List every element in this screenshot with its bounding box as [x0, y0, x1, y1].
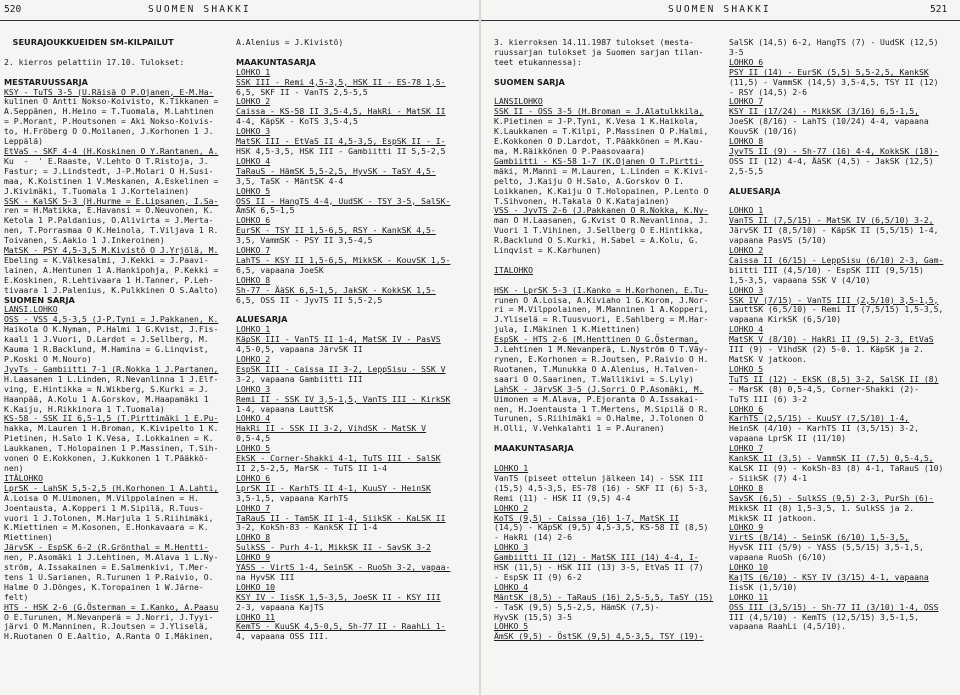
text-line: Ku - ' E.Raaste, V.Lehto O T.Ristoja, J. [4, 155, 209, 166]
text-line: ÄmSK 6,5-1,5 [236, 205, 295, 216]
text-line: 4,5-0,5, vapaana JärvSK II [236, 344, 363, 355]
left-header-rule [0, 20, 479, 21]
text-line: vuori 1 J.Tolonen, M.Harjula 1 S.Riihimäki, [4, 512, 214, 523]
text-line: K.Laukkanen = T.Kilpi, P.Massinen O P.Halmi, [494, 126, 709, 137]
text-line: ma, M.Räikkönen O P.Paasovaara) [494, 145, 646, 156]
subsection-heading: LOHKO 5 [729, 363, 764, 374]
match-line: EspSK - HTS 2-6 (M.Henttinen O G.Österman, [494, 334, 699, 345]
text-line: teet etukannessa): [494, 56, 582, 67]
subsection-heading: LOHKO 10 [729, 562, 768, 573]
text-line: ruussarjan tulokset ja Suomen sarjan tilan- [494, 46, 704, 57]
text-line: Vuori 1 T.Vihinen, J.Sellberg O E.Hintikka, [494, 225, 704, 236]
text-line: Ebeling = K.Välkesalmi, J.Kekki = J.Paavi- [4, 254, 209, 265]
match-line: Gambiitti - KS-58 1-7 (K.Ojanen O T.Pirtti- [494, 155, 704, 166]
match-line: LprSK - LahSK 5,5-2,5 (H.Korhonen 1 A.Lahti, [4, 482, 219, 493]
text-line: KouvSK (10/16) [729, 126, 798, 137]
text-line: jula, I.Mäkinen 1 K.Miettinen) [494, 324, 641, 335]
match-line: Remi II - SSK IV 3,5-1,5, VanTS III - KirkSK [236, 393, 451, 404]
match-line: EspSK III - Caissa II 3-2, LeppSisu - SSK V [236, 363, 446, 374]
subsection-heading: LOHKO 4 [236, 413, 271, 424]
text-line: H.Olli, V.Vehkalahti 1 = P.Auranen) [494, 423, 665, 434]
subsection-heading: LOHKO 6 [729, 56, 764, 67]
text-line: kulinen O Antti Nokso-Koivisto, K.Tikkanen = [4, 96, 219, 107]
match-line: MatSK III - EtVaS II 4,5-3,5, EspSK II - I- [236, 136, 446, 147]
text-column-4 [729, 38, 957, 688]
text-line: 3-2, vapaana Gambiitti III [236, 373, 363, 384]
text-line: Halme O J.Dönges, K.Toropainen 1 W.Järne- [4, 581, 204, 592]
subsection-heading: LOHKO 1 [729, 205, 764, 216]
subsection-heading: LOHKO 6 [236, 472, 271, 483]
right-header-rule [481, 20, 960, 21]
text-line: tivaara 1 J.Palenius, K.Pulkkinen O S.Aalto) [4, 284, 219, 295]
subsection-heading: LOHKO 6 [729, 403, 764, 414]
right-running-title: SUOMEN SHAKKI [668, 4, 771, 15]
text-line: II 2,5-2,5, MarSK - TuTS II 1-4 [236, 462, 388, 473]
match-line: Gambiitti II (12) - MatSK III (14) 4-4, I- [494, 552, 699, 563]
match-line: OSS III (3,5/15) - Sh-77 II (3/10) 1-4, OSS [729, 601, 939, 612]
subsection-heading: LOHKO 7 [729, 443, 764, 454]
text-line: (11,5) - VammSK (14,5) 3,5-4,5, TSY II (12) [729, 76, 939, 87]
subsection-heading: LOHKO 4 [494, 581, 529, 592]
subsection-heading: LOHKO 2 [729, 245, 764, 256]
match-line: HTS - HSK 2-6 (G.Österman = I.Kanko, A.Paasu [4, 601, 219, 612]
text-line: E.Koskinen, R.Lehtivaara 1 H.Tanner, P.Leh- [4, 274, 214, 285]
text-line: Joentausta, A.Kopperi 1 M.Sipilä, R.Tuus- [4, 502, 204, 513]
text-line: 3,5-1,5, vapaana KarhTS [236, 492, 349, 503]
text-line: nen) [4, 462, 24, 473]
subsection-heading: LOHKO 3 [729, 284, 764, 295]
text-line: A.Alenius = J.Kivistö) [236, 38, 344, 47]
match-line: KemTS - KuuSK 4,5-0,5, Sh-77 II - RaahLi 1- [236, 621, 446, 632]
match-line: SulkSS - Purh 4-1, MikkSK II - SavSK 3-2 [236, 542, 431, 553]
text-column-3 [494, 38, 722, 688]
match-line: JyvTS II (9) - Sh-77 (16) 4-4, KokkSK (18)- [729, 145, 939, 156]
text-line: J.Yliselä = R.Tuusvuori, E.Sahlberg = M.Har- [494, 314, 709, 325]
section-heading: SUOMEN SARJA [494, 76, 565, 87]
page-gutter [479, 0, 481, 695]
subsection-heading: LOHKO 1 [236, 324, 271, 335]
match-line: KoTS (9,5) - Caissa (16) 1-7, MatSK II [494, 512, 680, 523]
text-line: = P.Morant, P.Houtsonen = Aki Nokso-Koivis- [4, 116, 214, 127]
subsection-heading: LOHKO 3 [236, 383, 271, 394]
text-line: H.Ruotanen O E.Aaltio, A.Ranta O I.Mäkinen, [4, 631, 214, 642]
text-line: HSK 4,5-3,5, HSK III - Gambiitti II 5,5-2,5 [236, 145, 446, 156]
text-line: E.Kokkonen O D.Lardot, T.Pääkkönen = M.Kau- [494, 136, 704, 147]
match-line: LahTS - KSY II 1,5-6,5, MikkSK - KouvSK 1,5- [236, 254, 451, 265]
match-line: ÄmSK (9,5) - ÖstSK (9,5) 4,5-3,5, TSY (19)- [494, 631, 704, 642]
subsection-heading: LOHKO 4 [729, 324, 764, 335]
text-line: Laukkanen, T.Holopainen 1 P.Massinen, T.Sih- [4, 443, 219, 454]
subsection-heading: LOHKO 8 [729, 482, 764, 493]
text-line: HSK (11,5) - HSK III (13) 3-5, EtVaS II (7) [494, 562, 704, 573]
text-line: TuTS III (6) 3-2 [729, 393, 807, 404]
match-line: Sh-77 - ÄäSK 6,5-1,5, JakSK - KokkSK 1,5- [236, 284, 436, 295]
text-line: MikkSK II jatkoon. [729, 512, 817, 523]
text-line: rynen, E.Korhonen = R.Joutsen, P.Raivio O H. [494, 354, 709, 364]
text-line: R.Backlund O S.Kurki, H.Sabel = A.Kolu, G. [494, 235, 699, 246]
left-running-title: SUOMEN SHAKKI [148, 4, 251, 15]
match-line: EurSK - TSY II 1,5-6,5, RSY - KankSK 4,5- [236, 225, 436, 236]
match-line: TuTS II (12) - EkSK (8,5) 3-2, SalSK II (8) [729, 373, 939, 384]
match-line: YASS - VirtS 1-4, SeinSK - RuoSh 3-2, vapaa- [236, 562, 451, 573]
text-line: (15,5) 4,5-3,5, ES-78 (16) - SKF II (6) 5-3, [494, 482, 709, 493]
text-line: Ketola 1 P.Paldanius, O.Alivirta = J.Merta- [4, 215, 214, 226]
match-line: KSY II (17/24) - MikkSK (3/16) 6,5-1,5, [729, 106, 920, 117]
text-line: A.Seppänen, H.Heino = T.Tuomala, M.Lahtinen [4, 106, 214, 117]
section-heading: MAAKUNTASARJA [494, 443, 574, 454]
text-line: SalSK (14,5) 6-2, HangTS (7) - UudSK (12,5) [729, 38, 939, 47]
subsection-heading: LOHKO 4 [236, 155, 271, 166]
text-line: runen O A.Loisa, A.Kiviaho 1 G.Korom, J.Nor- [494, 294, 709, 305]
subsection-heading: LANSI.LOHKO [4, 304, 58, 315]
subsection-heading: LOHKO 9 [729, 522, 764, 533]
text-line: 2,5-5,5 [729, 165, 764, 176]
match-line: KSY - TuTS 3-5 (U.Räisä O P.Ojanen, E-M.Ha- [4, 86, 214, 97]
text-column-2 [236, 38, 472, 688]
subsection-heading: LOHKO 1 [494, 462, 529, 473]
subsection-heading: LOHKO 8 [236, 274, 271, 285]
subsection-heading: LOHKO 2 [236, 96, 271, 107]
match-line: MäntSK (8,5) - TaRauS (16) 2,5-5,5, TaSY (15) [494, 591, 714, 602]
text-line: Fastur; = J.Lindstedt, J-P.Molari O H.Susi- [4, 165, 214, 176]
match-line: TaRauS - HämSK 5,5-2,5, HyvSK - TaSY 4,5- [236, 165, 436, 176]
right-page-number: 521 [930, 4, 948, 15]
text-line: - RSY (14,5) 2-6 [729, 86, 807, 97]
text-line: järvi O M.Manninen, R.Joutsen = J.Yliselä, [4, 621, 209, 632]
match-line: MatSK V (8/10) - HakRi II (9,5) 2-3, EtVaS [729, 334, 934, 345]
text-line: nen, H.Joentausta 1 T.Mertens, M.Sipilä O R. [494, 403, 709, 414]
text-line: J.Kivimäki, T.Tuomala 1 J.Kortelainen) [4, 185, 190, 196]
match-line: Caissa - KS-58 II 3,5-4,5, HakRi - MatSK II [236, 106, 446, 117]
text-line: tens 1 U.Sarianen, R.Turunen 1 P.Raivio, O. [4, 571, 214, 582]
text-line: K.Miettinen = M.Kosonen, E.Honkavaara = K. [4, 522, 209, 533]
text-line: mäki, M.Manni = M.Lauren, L.Linden = K.Kivi- [494, 165, 709, 176]
left-page-number: 520 [4, 4, 22, 15]
text-line: 1,5-3,5, vapaana SSK V (4/10) [729, 274, 871, 285]
text-line: - MarSK (8) 0,5-4,5, Corner-Shakki (2)- [729, 383, 920, 394]
text-line: ri = M.Vilppolainen, M.Manninen 1 A.Kopperi, [494, 304, 709, 315]
text-line: Remi (11) - HSK II (9,5) 4-4 [494, 492, 631, 503]
text-column-1 [4, 38, 229, 688]
match-line: KS-58 - SSK II 6,5-1,5 (T.Pirttimäki 1 E.Pu- [4, 413, 219, 424]
section-heading: ALUESARJA [236, 314, 288, 325]
match-line: KajTS (6/10) - KSY IV (3/15) 4-1, vapaana [729, 571, 929, 582]
match-line: SavSK (6,5) - SulkSS (9,5) 2-3, PurSh (6)- [729, 492, 934, 503]
text-line: nen, P.Asomäki 1 J.Lehtinen, M.Alava 1 L.Ny- [4, 552, 219, 563]
text-line: biitti III (4,5/10) - EspSK III (9,5/15) [729, 264, 924, 275]
match-line: SSK III - Remi 4,5-3,5, HSK II - ES-78 1,5- [236, 76, 446, 87]
match-line: KarhTS (2,5/15) - KuuSY (7,5/10) 1-4, [729, 413, 910, 424]
text-line: man O H.Laasanen, G.Kvist O R.Nevanlinna, J. [494, 215, 709, 226]
text-line: MatSK V jatkoon. [729, 354, 807, 364]
text-line: ren = H.Matikka, E.Havansi = O.Neuvonen, K. [4, 205, 214, 216]
text-line: OSS II (12) 4-4, ÄäSK (4,5) - JakSK (12,5) [729, 155, 934, 166]
subsection-heading: LOHKO 7 [236, 502, 271, 513]
text-line: to, H.Fröberg O O.Moilanen, J.Korhonen 1 J. [4, 126, 214, 137]
subsection-heading: LOHKO 2 [494, 502, 529, 513]
blank-line [494, 454, 722, 464]
blank-line [729, 197, 957, 207]
match-line: JärvSK - EspSK 6-2 (R.Grönthal = M.Hentti- [4, 542, 209, 553]
section-heading: MAAKUNTASARJA [236, 56, 316, 67]
text-line: - TaSK (9,5) 5,5-2,5, HämSK (7,5)- [494, 601, 660, 612]
section-heading: ALUESARJA [729, 185, 781, 196]
text-line: 6,5, vapaana JoeSK [236, 264, 324, 275]
match-line: OSS - VSS 4,5-3,5 (J-P.Tyni = J.Pakkanen, K. [4, 314, 219, 325]
text-line: P.Koski O M.Nouro) [4, 354, 92, 364]
subsection-heading: LOHKO 5 [494, 621, 529, 632]
match-line: HakRi II - SSK II 3-2, VihdSK - MatSK V [236, 423, 427, 434]
match-line: HSK - LprSK 5-3 (I.Kanko = H.Korhonen, E.Tu- [494, 284, 709, 295]
text-line: MikkSK II (8) 1,5-3,5, 1. SulkSS ja 2. [729, 502, 915, 513]
text-line: 1-4, vapaana LauttSK [236, 403, 334, 414]
text-line: vapaana RuoSh (6/10) [729, 552, 827, 563]
subsection-heading: LOHKO 10 [236, 581, 275, 592]
text-line: ving, E.Hintikka = N.Wikberg, S.Kurki = J. [4, 383, 209, 394]
text-line: nen, T.Porrasmaa O K.Heinola, T.Viljava 1 R. [4, 225, 219, 236]
text-line: kaali 1 J.Vuori, D.Lardot = J.Sellberg, M. [4, 334, 209, 345]
match-line: Caissa II (6/15) - LeppSisu (6/10) 2-3, Gam- [729, 254, 944, 265]
text-line: Linqvist = K.Karhunen) [494, 245, 602, 256]
subsection-heading: LOHKO 8 [236, 532, 271, 543]
text-line: Toivanen, S.Aakio 1 J.Inkeroinen) [4, 235, 165, 246]
text-line: 3-5 [729, 46, 744, 57]
match-line: PSY II (14) - EurSK (5,5) 5,5-2,5, KankSK [729, 66, 929, 77]
subsection-heading: LOHKO 5 [236, 443, 271, 454]
text-line: J.Lehtinen 1 M.Nevanperä, L.Nyström O T.Väy- [494, 344, 709, 355]
match-line: EkSK - Corner-Shakki 4-1, TuTS III - SalSK [236, 453, 441, 464]
text-line: HyvSK III (5/9) - YASS (5,5/15) 3,5-1,5, [729, 542, 924, 553]
text-line: vapaana PasVS (5/10) [729, 235, 827, 246]
text-line: 2-3, vapaana KajTS [236, 601, 324, 612]
text-line: 4-4, KäpSK - KoTS 3,5-4,5 [236, 116, 358, 127]
subsection-heading: LOHKO 11 [236, 611, 275, 622]
match-line: JyvTs - Gambiitti 7-1 (R.Nokka 1 J.Partanen, [4, 363, 219, 374]
match-line: OSS II - HangTS 4-4, UudSK - TSY 3-5, SalSK- [236, 195, 451, 206]
text-line: IisSK (1,5/10) [729, 581, 798, 592]
subsection-heading: LOHKO 11 [729, 591, 768, 602]
text-line: III (4,5/10) - KemTS (12,5/15) 3,5-1,5, [729, 611, 920, 622]
text-line: vonen O E.Kokkonen, J.Kukkonen 1 T.Pääkkö- [4, 453, 209, 464]
match-line: MatSK - PSY 4,5-3,5 M.Kivistö O J.Yrjölä, M. [4, 245, 219, 256]
text-line: KaLSK II (9) - KokSh-83 (8) 4-1, TaRauS (10) [729, 462, 944, 473]
text-line: JärvSK II (8,5/10) - KäpSK II (5,5/15) 1-4, [729, 225, 939, 236]
subsection-heading: LOHKO 9 [236, 552, 271, 563]
text-line: Pietinen, H.Salo 1 K.Vesa, I.Lokkainen = K. [4, 433, 214, 444]
text-line: - SiikSK (7) 4-1 [729, 472, 807, 483]
text-line: pelto, J.Kaiju O H.Salo, A.Gorskov O I. [494, 175, 685, 186]
subsection-heading: LOHKO 5 [236, 185, 271, 196]
match-line: VanTS II (7,5/15) - MatSK IV (6,5/10) 3-2, [729, 215, 934, 226]
subsection-heading: LOHKO 7 [236, 245, 271, 256]
subsection-heading: LOHKO 7 [729, 96, 764, 107]
text-line: Turunen, S.Riihimäki = O.Halme, J.Tolonen O [494, 413, 704, 424]
match-line: VirtS (8/14) - SeinSK (6/10) 1,5-3,5, [729, 532, 910, 543]
text-line: Haikola O K.Nyman, P.Halmi 1 G.Kvist, J.Fis- [4, 324, 219, 335]
match-line: SSK IV (7/15) - VanTS III (2,5/10) 3,5-1,5, [729, 294, 939, 305]
text-line: maa, K.Koistinen 1 V.Meskanen, A.Eskelinen = [4, 175, 219, 186]
text-line: 3-2, KokSh-83 - KankSK II 1-4 [236, 522, 378, 533]
match-line: KäpSK III - VanTS II 1-4, MatSK IV - PasVS [236, 334, 441, 345]
text-line: 2. kierros pelattiin 17.10. Tulokset: [4, 56, 185, 67]
text-line: - EspSK II (9) 6-2 [494, 571, 582, 582]
text-line: T.Sihvonen, H.Takala O K.Katajainen) [494, 195, 670, 206]
text-line: Ruotanen, T.Munukka O A.Alenius, H.Talven- [494, 363, 699, 374]
text-line: H.Laasanen 1 L.Linden, R.Nevanlinna 1 J.Elf- [4, 373, 219, 384]
section-heading: SEURAJOUKKUEIDEN SM-KILPAILUT [4, 38, 174, 47]
text-line: 6,5, OSS II - JyvTS II 5,5-2,5 [236, 294, 383, 305]
subsection-heading: LOHKO 8 [729, 136, 764, 147]
text-line: 3. kierroksen 14.11.1987 tulokset (mesta- [494, 38, 694, 47]
section-heading: MESTARUUSSARJA [4, 76, 88, 87]
text-line: VanTS (piseet ottelun jälkeen 14) - SSK III [494, 472, 704, 483]
subsection-heading: LOHKO 3 [494, 542, 529, 553]
match-line: KankSK II (3,5) - VammSK II (7,5) 0,5-4,5, [729, 453, 934, 464]
text-line: Loikkanen, K.Kaiju O T.Holopainen, P.Lento O [494, 185, 709, 196]
text-line: III (9) - VihdSK (2) 5-0. 1. KäpSK ja 2. [729, 344, 924, 355]
text-line: Uimonen = M.Alava, P.Ejoranta O A.Issakai- [494, 393, 699, 404]
match-line: KSY IV - IisSK 1,5-3,5, JoeSK II - KSY III [236, 591, 441, 602]
section-heading: SUOMEN SARJA [4, 294, 75, 305]
text-line: O E.Turunen, M.Nevanperä = J.Norri, J.Tyyi- [4, 611, 214, 622]
text-line: LauttSK (6,5/10) - Remi II (7,5/15) 1,5-3,5, [729, 304, 944, 315]
text-line: (14,5) - KäpSK (9,5) 4,5-3,5, KS-58 II (8,5) [494, 522, 709, 533]
text-line: vapaana LprSK II (11/10) [729, 433, 846, 444]
text-line: felt) [4, 591, 29, 602]
match-line: SSK - KalSK 5-3 (H.Hurme = E.Lipsanen, I.Sa- [4, 195, 219, 206]
subsection-heading: ITÄLOHKO [4, 472, 43, 483]
text-line: Haanpää, A.Kolu 1 A.Gorskov, M.Haapamäki 1 [4, 393, 209, 404]
match-line: LprSK II - KarhTS II 4-1, KuuSY - HeinSK [236, 482, 431, 493]
text-line: 0,5-4,5 [236, 433, 271, 444]
text-line: Kauma 1 R.Backlund, M.Hamina = G.Linqvist, [4, 344, 209, 355]
match-line: TaRauS II - TamSK II 1-4, SiikSK - KaLSK II [236, 512, 446, 523]
text-line: - HakRi (14) 2-6 [494, 532, 572, 543]
text-line: 4, vapaana OSS III. [236, 631, 329, 642]
text-line: HyvSK (15,5) 3-5 [494, 611, 572, 622]
text-line: lainen, A.Hentunen 1 A.Hankipohja, P.Kekki = [4, 264, 219, 275]
text-line: ström, A.Issakainen = E.Salmenkivi, T.Mer- [4, 562, 209, 573]
text-line: A.Loisa O M.Uimonen, M.Vilppolainen = H. [4, 492, 199, 503]
text-line: K.Kaiju, H.Rikkinora 1 T.Tuomala) [4, 403, 165, 414]
text-line: hakka, M.Lauren 1 H.Broman, K.Kivipelto 1 K. [4, 423, 219, 434]
subsection-heading: LOHKO 3 [236, 126, 271, 137]
subsection-heading: LOHKO 6 [236, 215, 271, 226]
text-line: K.Pietinen = J-P.Tyni, K.Vesa 1 K.Haikola, [494, 116, 699, 127]
text-line: Leppälä) [4, 136, 43, 147]
text-line: saari O O.Saarinen, T.Wallikivi = S.Lyly) [494, 373, 694, 384]
text-line: vapaana RaahLi (4,5/10). [729, 621, 846, 632]
text-line: vapaana KirkSK (6,5/10) [729, 314, 842, 325]
match-line: VSS - JyvTS 2-6 (J.Pakkanen O R.Nokka, K.Ny- [494, 205, 709, 216]
text-line: 3,5, VammSK - PSY II 3,5-4,5 [236, 235, 373, 246]
match-line: EtVaS - SKF 4-4 (H.Koskinen O Y.Rantanen, A. [4, 145, 219, 156]
match-line: SSK II - OSS 3-5 (H.Broman = J.Alatulkkila, [494, 106, 704, 117]
subsection-heading: LOHKO 1 [236, 66, 271, 77]
text-line: 6,5, SKF II - VanTS 2,5-5,5 [236, 86, 368, 97]
subsection-heading: ITALOHKO [494, 264, 533, 275]
match-line: LahSK - JärvSK 3-5 (J.Sorri O P.Asomäki, M. [494, 383, 704, 394]
text-line: HeinSK (4/10) - KarhTS II (3,5/15) 3-2, [729, 423, 920, 434]
text-line: 3,5, TaSK - MäntSK 4-4 [236, 175, 344, 186]
text-line: JoeSK (8/16) - LahTS (10/24) 4-4, vapaana [729, 116, 929, 127]
text-line: Miettinen) [4, 532, 53, 543]
subsection-heading: LANSILOHKO [494, 96, 543, 107]
subsection-heading: LOHKO 2 [236, 354, 271, 364]
text-line: na HyvSK III [236, 571, 295, 582]
